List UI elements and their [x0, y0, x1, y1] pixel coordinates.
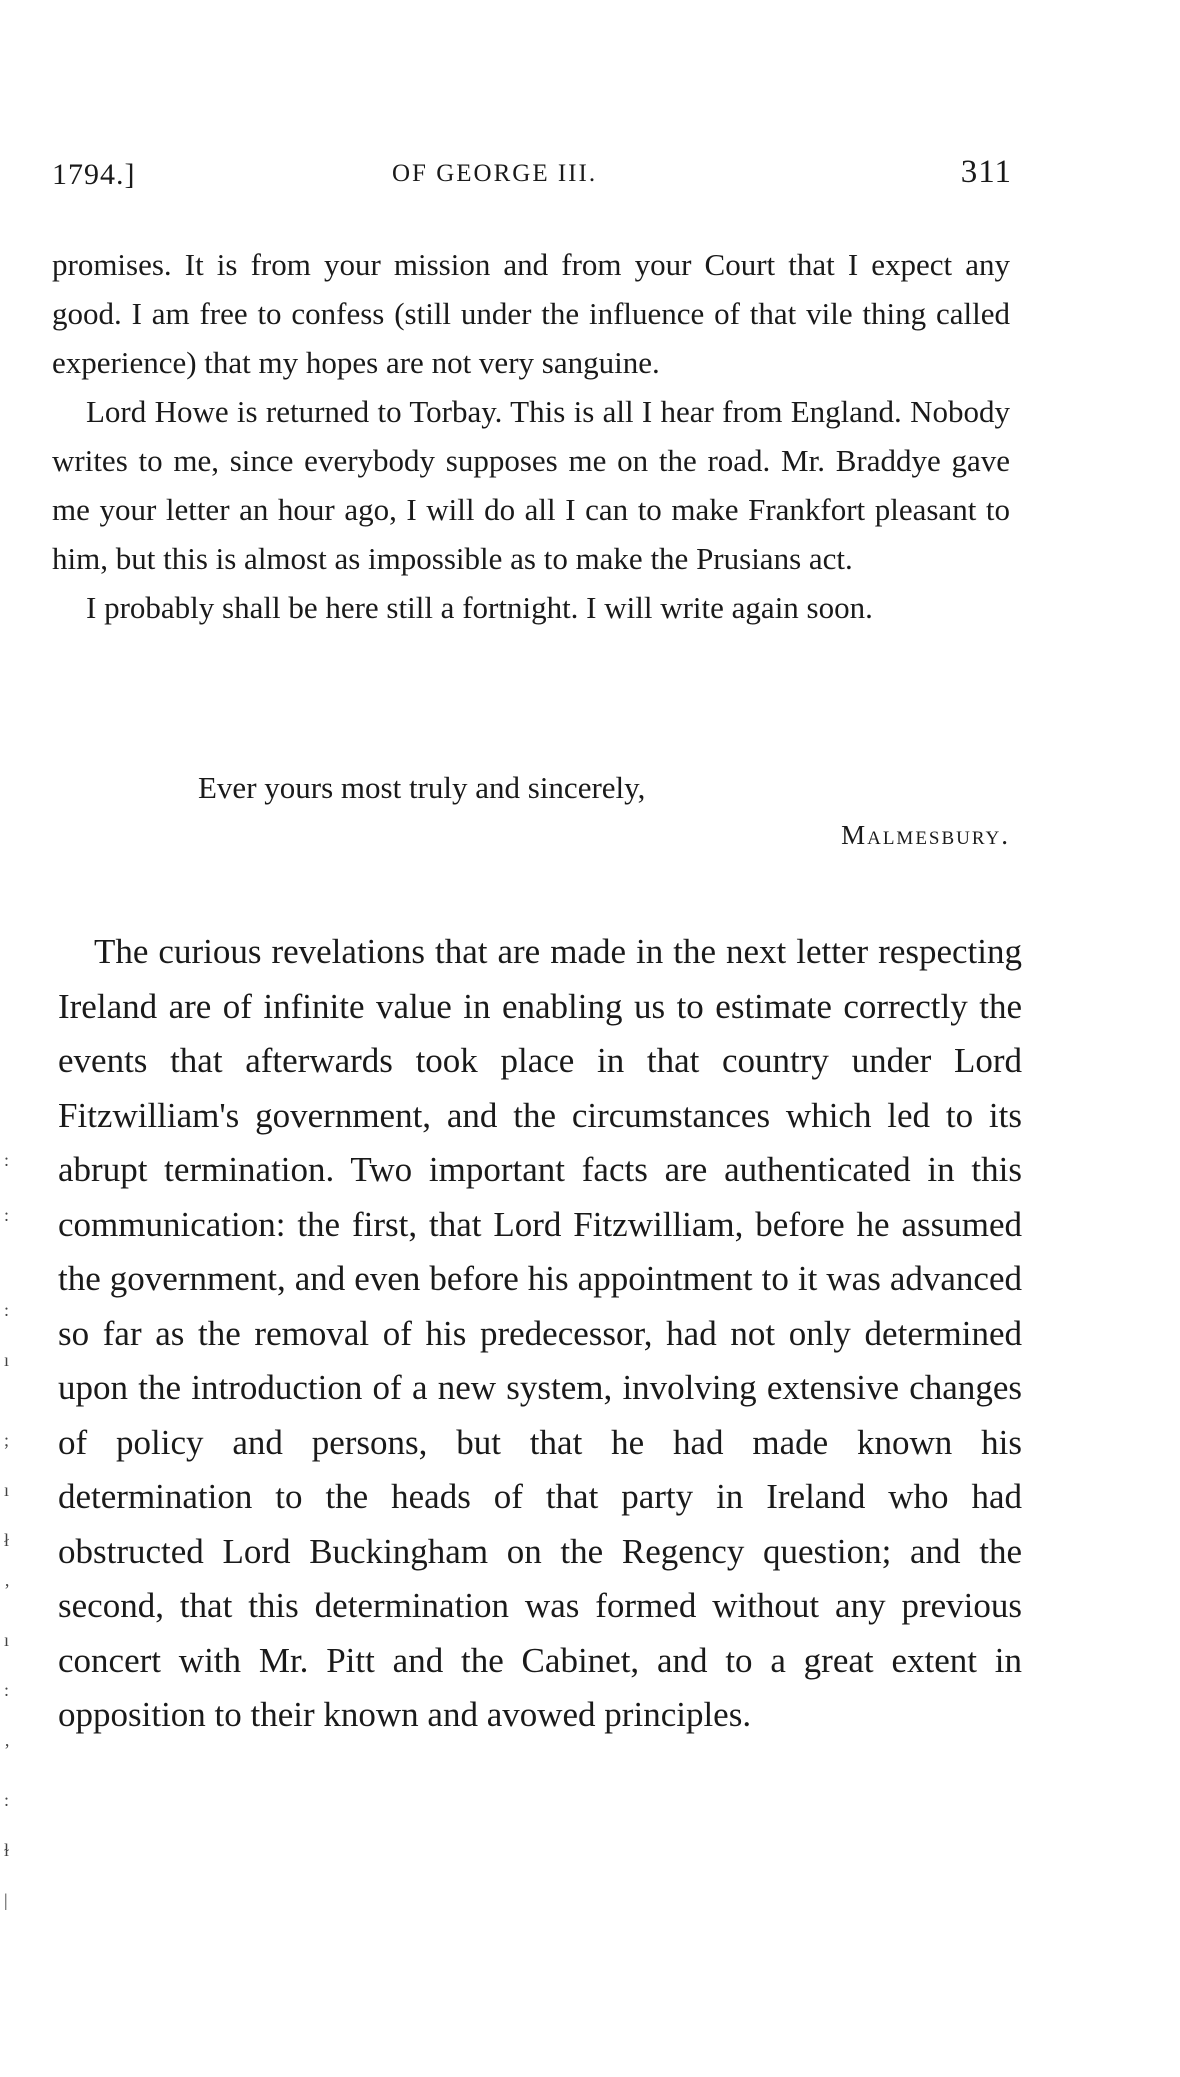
header-title: OF GEORGE III.	[392, 160, 598, 187]
running-header	[52, 154, 1012, 202]
commentary-paragraph: The curious revelations that are made in the next letter respecting Ireland are of infinite value in enabling us to estimate correctly the events that afterwards took place in that country under Lord Fitzwilliam's government, and the circumstances which led to its abrupt termination. Two important facts are authenticated in this communication: the first, that Lord Fitzwilliam, before he assumed the government, and even before his appointment to it was advanced so far as the removal of his predecessor, had not only determined upon the introduction of a new system, involving extensive changes of policy and persons, but that he had made known his determination to the heads of that party in Ireland who had obstructed Lord Buckingham on the Regency question; and the second, that this determination was formed without any previous concert with Mr. Pitt and the Cabinet, and to a great extent in opposition to their known and avowed principles.	[58, 932, 1022, 1734]
letter-closing: Ever yours most truly and sincerely,	[198, 770, 646, 805]
scan-margin-artifacts: : : : ı ; ı ł ʼ ı : ʼ : ɫ |	[4, 1150, 10, 1910]
commentary-text	[58, 925, 1022, 1743]
page-number: 311	[960, 154, 1012, 190]
letter-paragraph-3: I probably shall be here still a fortnight. I will write again soon.	[86, 590, 873, 625]
letter-text	[52, 240, 1010, 632]
header-year: 1794.]	[52, 158, 136, 191]
letter-paragraph-2: Lord Howe is returned to Torbay. This is all I hear from England. Nobody writes to me, since everybody supposes me on the road. Mr. Braddye gave me your letter an hour ago, I will do all I can to make Frankfort pleasant to him, but this is almost as impossible as to make the Prusians act.	[52, 394, 1010, 576]
letter-signature: Malmesbury.	[841, 820, 1010, 850]
letter-paragraph-1: promises. It is from your mission and from your Court that I expect any good. I am free to confess (still under the influence of that vile thing called experience) that my hopes are not very sanguine.	[52, 247, 1010, 380]
